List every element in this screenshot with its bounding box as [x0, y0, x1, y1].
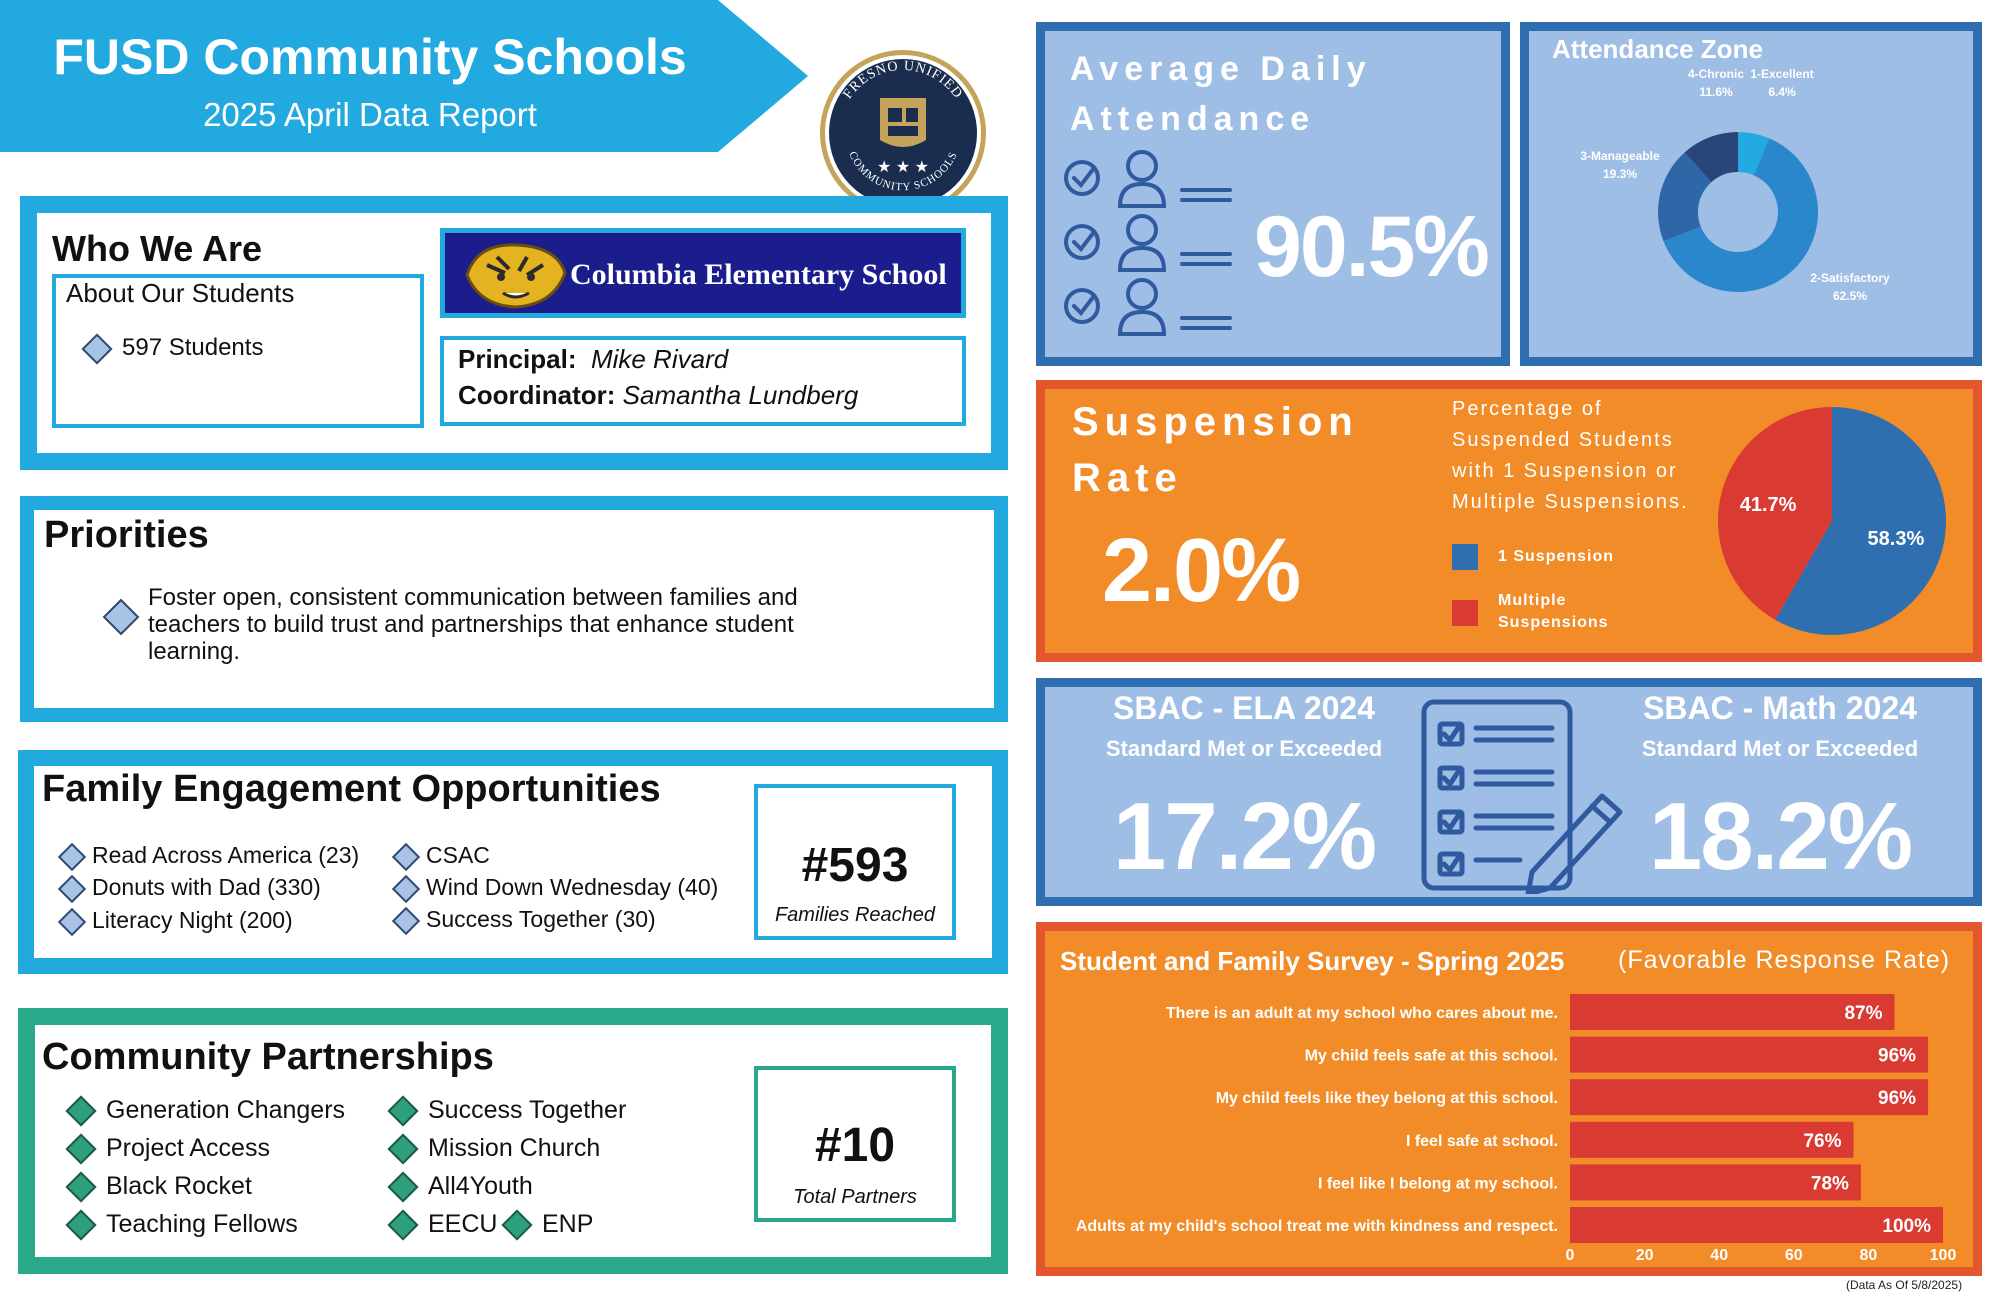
donut-value-label: 62.5% [1832, 289, 1868, 303]
partner-label: Black Rocket [106, 1172, 252, 1200]
family-event-label: CSAC [426, 842, 490, 868]
svg-text:★ ★ ★: ★ ★ ★ [877, 159, 929, 176]
diamond-bullet-icon [81, 333, 112, 364]
family-event-label: Donuts with Dad (330) [92, 874, 321, 900]
school-name: Columbia Elementary School [570, 258, 947, 291]
diamond-bullet-icon [501, 1210, 532, 1241]
sbac-ela-subtitle: Standard Met or Exceeded [1105, 736, 1383, 761]
diamond-bullet-icon [65, 1096, 96, 1127]
about-students-title: About Our Students [66, 278, 295, 308]
suspension-description: Percentage of Suspended Students with 1 Suspension or Multiple Suspensions. [1452, 398, 1689, 513]
families-reached-label: Families Reached [774, 904, 936, 926]
survey-bar [1570, 1037, 1928, 1073]
coordinator-line [458, 380, 858, 411]
attendance-zone-title: Attendance Zone [1552, 34, 1763, 64]
partner-item [70, 1134, 270, 1163]
student-count [86, 334, 263, 362]
diamond-bullet-icon [58, 843, 86, 871]
donut-category-label: 1-Excellent [1750, 67, 1814, 81]
coordinator-label: Coordinator: [458, 380, 616, 410]
diamond-bullet-icon [392, 875, 420, 903]
attendance-title-line1: Average Daily [1070, 50, 1372, 88]
legend-swatch-one-suspension [1452, 544, 1478, 570]
survey-category-label: I feel safe at school. [1405, 1132, 1558, 1150]
diamond-bullet-icon [392, 907, 420, 935]
total-partners-label: Total Partners [793, 1186, 917, 1208]
survey-value-label: 76% [1803, 1130, 1842, 1152]
principal-name: Mike Rivard [590, 344, 729, 374]
survey-value-label: 78% [1810, 1173, 1849, 1195]
partner-label: Success Together [428, 1096, 627, 1124]
family-event-item [396, 874, 718, 901]
partner-label: All4Youth [428, 1172, 533, 1200]
community-partnerships-title: Community Partnerships [42, 1036, 494, 1078]
partner-label: ENP [542, 1210, 594, 1238]
page-subtitle: 2025 April Data Report [203, 96, 537, 133]
legend-label-multiple-suspensions: Multiple Suspensions [1498, 592, 1609, 631]
diamond-bullet-icon [58, 875, 86, 903]
pie-value-label: 58.3% [1867, 528, 1925, 551]
survey-category-label: I feel like I belong at my school. [1317, 1175, 1558, 1193]
family-event-item [396, 842, 490, 869]
tiger-mascot-icon [457, 235, 577, 313]
sbac-math-subtitle: Standard Met or Exceeded [1641, 736, 1919, 761]
seal-bottom-text: COMMUNITY SCHOOLS [846, 149, 960, 194]
partner-item [392, 1210, 497, 1239]
priority-item: Foster open, consistent communication between families and teachers to build trust and partnerships that enhance student learning. [148, 584, 798, 665]
coordinator-name: Samantha Lundberg [622, 380, 859, 410]
diamond-bullet-icon [392, 843, 420, 871]
clipboard-checklist-icon [1420, 698, 1640, 899]
who-we-are-title: Who We Are [52, 228, 263, 269]
family-event-label: Literacy Night (200) [92, 907, 293, 933]
family-event-label: Success Together (30) [426, 906, 656, 932]
family-event-label: Read Across America (23) [92, 842, 360, 868]
survey-value-label: 96% [1878, 1088, 1917, 1110]
partner-label: Mission Church [428, 1134, 601, 1162]
community-schools-seal-logo [818, 48, 988, 218]
partner-item [392, 1172, 533, 1201]
x-tick-label: 100 [1929, 1247, 1957, 1264]
attendance-title [1070, 44, 1470, 144]
partner-item [70, 1096, 345, 1125]
diamond-bullet-icon [387, 1134, 418, 1165]
legend-label-one-suspension: 1 Suspension [1498, 548, 1615, 565]
x-tick-label: 20 [1635, 1247, 1654, 1264]
suspension-title-line2: Rate [1072, 456, 1183, 500]
x-tick-label: 40 [1710, 1247, 1729, 1264]
x-tick-label: 60 [1784, 1247, 1803, 1264]
sbac-ela-title: SBAC - ELA 2024 [1113, 690, 1375, 726]
partner-label: Project Access [106, 1134, 270, 1162]
diamond-bullet-icon [387, 1210, 418, 1241]
family-engagement-title: Family Engagement Opportunities [42, 768, 661, 810]
survey-bar-chart [1036, 922, 1982, 1276]
seal-top-text: FRESNO UNIFIED [840, 58, 966, 102]
donut-category-label: 3-Manageable [1580, 149, 1660, 163]
suspension-value: 2.0% [1102, 521, 1300, 621]
family-event-item [396, 906, 656, 933]
priorities-title: Priorities [44, 514, 209, 556]
attendance-zone-donut-chart [1520, 22, 1982, 366]
suspension-pie-chart [1700, 380, 1982, 662]
survey-value-label: 87% [1844, 1003, 1883, 1024]
diamond-bullet-icon [108, 604, 148, 630]
principal-line [458, 344, 728, 375]
survey-value-label: 100% [1882, 1216, 1931, 1237]
diamond-bullet-icon [65, 1172, 96, 1203]
partner-label: Generation Changers [106, 1096, 346, 1124]
donut-value-label: 6.4% [1768, 85, 1796, 99]
diamond-bullet-icon [103, 599, 140, 636]
partner-item [70, 1172, 252, 1201]
partner-item [70, 1210, 298, 1239]
survey-value-label: 96% [1878, 1045, 1917, 1067]
attendance-checklist-icon [1064, 150, 1244, 345]
partner-item [506, 1210, 593, 1239]
families-reached-count: #593 [801, 839, 909, 892]
attendance-title-line2: Attendance [1070, 100, 1316, 138]
partner-item [392, 1096, 626, 1125]
survey-bar [1570, 1079, 1928, 1115]
sbac-ela-value: 17.2% [1112, 783, 1376, 890]
principal-label: Principal: [458, 344, 577, 374]
donut-category-label: 2-Satisfactory [1810, 271, 1890, 285]
total-partners-count: #10 [814, 1119, 896, 1172]
sbac-math-value: 18.2% [1648, 783, 1912, 890]
donut-category-label: 4-Chronic [1687, 67, 1745, 81]
partner-item [392, 1134, 600, 1163]
survey-category-label: Adults at my child's school treat me with kindness and respect. [1075, 1218, 1558, 1235]
partner-label: Teaching Fellows [106, 1210, 298, 1238]
family-event-label: Wind Down Wednesday (40) [426, 874, 719, 900]
suspension-title-line1: Suspension [1072, 400, 1359, 444]
pie-value-label: 41.7% [1739, 493, 1797, 516]
family-event-item [62, 842, 359, 869]
survey-category-label: My child feels safe at this school. [1304, 1047, 1558, 1065]
student-count-text: 597 Students [122, 334, 264, 361]
legend-swatch-multiple-suspensions [1452, 600, 1478, 626]
survey-title: Student and Family Survey - Spring 2025 [1060, 946, 1565, 976]
donut-value-label: 19.3% [1602, 167, 1638, 181]
x-tick-label: 0 [1565, 1247, 1575, 1264]
data-as-of-note: (Data As Of 5/8/2025) [1846, 1278, 1963, 1292]
diamond-bullet-icon [65, 1210, 96, 1241]
survey-subtitle: (Favorable Response Rate) [1618, 946, 1951, 974]
diamond-bullet-icon [387, 1172, 418, 1203]
survey-category-label: My child feels like they belong at this school. [1215, 1090, 1558, 1108]
page-title: FUSD Community Schools [53, 29, 687, 85]
sbac-math-title: SBAC - Math 2024 [1643, 690, 1917, 726]
partner-label: EECU [428, 1210, 498, 1238]
family-event-item [62, 907, 293, 934]
attendance-value: 90.5% [1254, 199, 1488, 295]
survey-category-label: There is an adult at my school who cares about me. [1165, 1005, 1558, 1022]
diamond-bullet-icon [58, 908, 86, 936]
family-event-item [62, 874, 321, 901]
diamond-bullet-icon [65, 1134, 96, 1165]
suspension-title [1072, 394, 1359, 506]
diamond-bullet-icon [387, 1096, 418, 1127]
x-tick-label: 80 [1859, 1247, 1878, 1264]
donut-value-label: 11.6% [1699, 85, 1733, 99]
